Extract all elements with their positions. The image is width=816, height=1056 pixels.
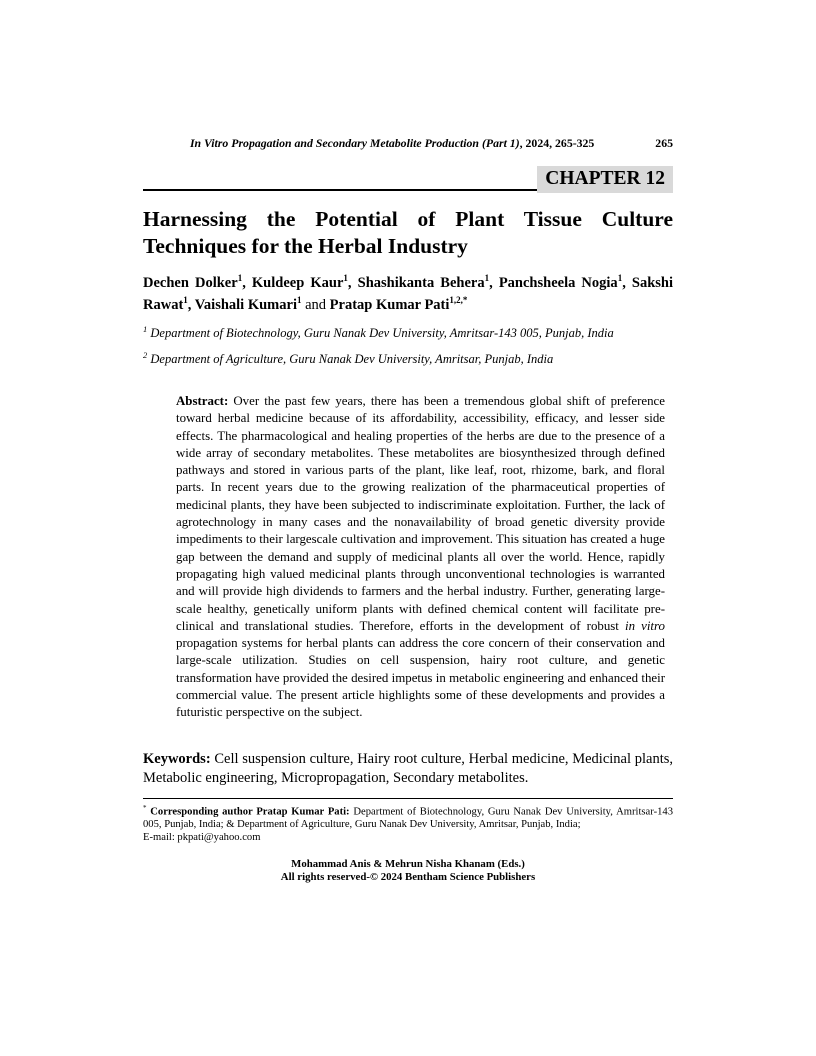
author-affil-marker: 1: [237, 273, 243, 283]
author-separator: ,: [489, 274, 499, 291]
affiliation-marker: 1: [143, 323, 148, 334]
copyright-line: All rights reserved-© 2024 Bentham Science Publishers: [280, 871, 536, 884]
author-affil-marker: 1: [183, 295, 188, 306]
author-name: Kuldeep Kaur: [251, 274, 344, 291]
affiliations: [143, 322, 673, 367]
author-affil-marker: 1: [296, 295, 302, 306]
author-name: Sakshi Rawat: [143, 274, 674, 314]
author-separator: ,: [242, 274, 252, 291]
page-content: [143, 136, 673, 885]
author-separator-and: and: [301, 297, 330, 314]
author-separator: ,: [187, 297, 195, 314]
editors-line: Mohammad Anis & Mehrun Nisha Khanam (Eds.): [291, 857, 525, 870]
author-name: Pratap Kumar Pati: [329, 297, 450, 314]
footnote-email: E-mail: pkpati@yahoo.com: [143, 831, 261, 843]
author-name: Panchsheela Nogia: [498, 274, 618, 291]
author-affil-marker: 1: [484, 273, 490, 283]
abstract-label: Abstract:: [176, 393, 229, 408]
running-header: [143, 136, 673, 150]
chapter-banner-row: [143, 162, 673, 191]
affiliation-text: Department of Agriculture, Guru Nanak Dev University, Amritsar, Punjab, India: [147, 351, 554, 366]
affiliation-2: [143, 348, 673, 367]
affiliation-text: Department of Biotechnology, Guru Nanak Dev University, Amritsar-143 005, Punjab, India: [147, 325, 614, 340]
author-name: Vaishali Kumari: [194, 297, 297, 314]
keywords-paragraph: [143, 750, 673, 788]
author-affil-marker: 1: [343, 273, 348, 283]
author-separator: ,: [622, 274, 632, 291]
chapter-title-line2: Techniques for the Herbal Industry: [143, 233, 468, 258]
footnote-divider: [143, 798, 673, 799]
footnote-text: Department of Biotechnology, Guru Nanak Dev University, Amritsar-143 005, Punjab, India; & Department of Agriculture, Guru Nanak Dev University, Amritsar, Punjab, India;: [143, 806, 673, 830]
author-name: Dechen Dolker: [143, 274, 238, 291]
journal-title: In Vitro Propagation and Secondary Metabolite Production (Part 1): [189, 136, 520, 150]
abstract-text-2: propagation systems for herbal plants can address the core concern of their conservation and large-scale utilization. Studies on cell suspension, hairy root culture, and genetic transformation have provided the desired impetus in metabolic engineering and enhanced their commercial value. The present article highlights some of these developments and provides a futuristic perspective on the subject.: [176, 636, 665, 720]
keywords-label: Keywords:: [143, 750, 211, 767]
abstract-text-1: Over the past few years, there has been a tremendous global shift of preference toward herbal medicine because of its affordability, accessibility, efficacy, and lesser side effects. The pharmacological and healing properties of the herbs are due to the presence of a wide array of secondary metabolites. These metabolites are biosynthesized through defined pathways and stored in various parts of the plant, like leaf, root, rhizome, bark, and floral parts. In recent years due to the growing realization of the pharmaceutical properties of medicinal plants, they have been subjected to indiscriminate exploitation. Further, the lack of agrotechnology in many cases and the nonavailability of broad genetic diversity provide impediments to their largescale cultivation and improvement. This situation has created a huge gap between the demand and supply of medicinal plants all over the world. Hence, rapidly propagating high valued medicinal plants through unconventional technologies is warranted and will provide high dividends to farmers and the herbal industry. Further, generating large-scale healthy, genetically uniform plants with defined chemical content will facilitate pre-clinical and translational studies. Therefore, efforts in the development of robust: [176, 393, 665, 633]
keywords-text: Cell suspension culture, Hairy root culture, Herbal medicine, Medicinal plants, Metabolic engineering, Micropropagation, Secondary metabolites.: [143, 750, 673, 786]
author-affil-marker: 1,2,*: [449, 295, 468, 306]
chapter-badge: CHAPTER 12: [537, 166, 673, 193]
abstract-paragraph: [176, 393, 665, 722]
abstract-italic-term: in vitro: [624, 618, 665, 633]
affiliation-marker: 2: [143, 349, 148, 360]
publisher-credits: [143, 858, 673, 885]
journal-citation: , 2024, 265-325: [519, 136, 595, 150]
author-name: Shashikanta Behera: [357, 274, 485, 291]
affiliation-1: [143, 322, 673, 341]
footnote-asterisk: *: [143, 803, 147, 812]
running-header-journal: [143, 136, 641, 150]
author-affil-marker: 1: [617, 273, 623, 283]
authors-line: [143, 270, 673, 315]
page-number: 265: [655, 136, 673, 150]
footnote-lead: Corresponding author Pratap Kumar Pati:: [146, 806, 354, 818]
chapter-title: [143, 206, 673, 259]
author-separator: ,: [347, 274, 358, 291]
corresponding-author-footnote: [143, 802, 673, 845]
chapter-title-line1: Harnessing the Potential of Plant Tissue Culture: [143, 207, 673, 231]
